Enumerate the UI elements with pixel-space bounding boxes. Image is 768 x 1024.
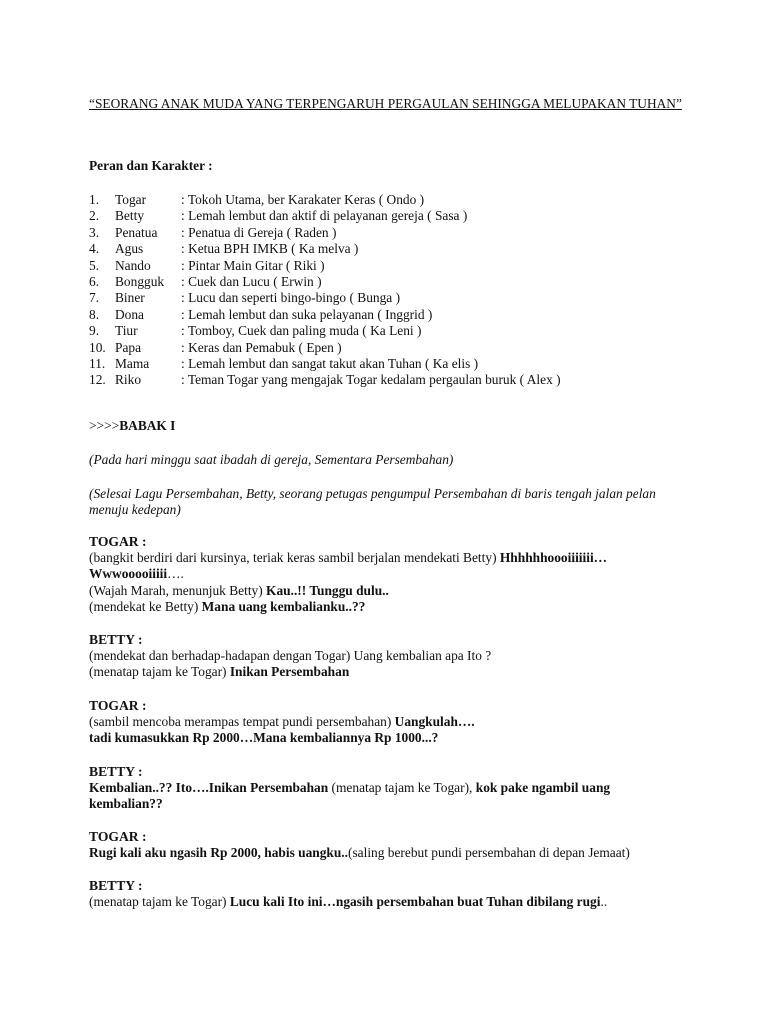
cast-desc: : Cuek dan Lucu ( Erwin )	[181, 273, 322, 289]
cast-item	[89, 192, 561, 208]
cast-item	[89, 241, 561, 257]
direction-text: (menatap tajam ke Togar)	[89, 894, 230, 909]
cast-num: 10.	[89, 339, 106, 355]
dialogue-togar-3	[89, 828, 689, 861]
stage-direction-2	[89, 486, 689, 519]
spoken-text: Rugi kali aku ngasih Rp 2000, habis uangku..	[89, 845, 348, 860]
spoken-text: Wwwooooiiiii	[89, 566, 168, 582]
spoken-text: Hhhhhhoooiiiiiii…	[499, 550, 608, 565]
act-heading	[89, 418, 689, 434]
spoken-text: kok pake ngambil uang	[475, 780, 611, 795]
speaker-name: TOGAR :	[89, 829, 147, 844]
cast-name: Biner	[115, 290, 145, 306]
cast-name: Mama	[115, 355, 150, 371]
cast-item	[89, 290, 561, 306]
cast-name: Penatua	[115, 224, 158, 240]
dialogue-betty-2	[89, 763, 689, 813]
dialogue-line	[89, 583, 689, 599]
cast-num: 5.	[89, 257, 100, 273]
cast-item	[89, 307, 561, 323]
cast-desc: : Tomboy, Cuek dan paling muda ( Ka Leni )	[181, 323, 422, 339]
cast-list	[89, 192, 561, 389]
stage-direction-text: (Selesai Lagu Persembahan, Betty, seorang petugas pengumpul Persembahan di baris tengah jalan pelan menuju kedepan)	[89, 486, 656, 518]
dialogue-line	[89, 796, 689, 812]
dialogue-line	[89, 599, 689, 615]
dialogue-betty-3	[89, 877, 689, 910]
cast-name: Nando	[115, 257, 151, 273]
cast-num: 12.	[89, 372, 106, 388]
cast-name: Riko	[115, 372, 142, 388]
act-prefix: >>>>	[89, 418, 120, 433]
cast-name: Bongguk	[115, 273, 165, 289]
cast-name: Betty	[115, 208, 145, 224]
cast-heading: Peran dan Karakter :	[89, 158, 213, 173]
cast-num: 3.	[89, 224, 100, 240]
spoken-text: Lucu kali Ito ini…ngasih persembahan buat Tuhan dibilang rugi	[229, 894, 601, 909]
speaker-name: TOGAR :	[89, 698, 147, 713]
spoken-text: tadi kumasukkan Rp 2000…Mana kembaliannya Rp 1000...?	[89, 730, 439, 746]
ellipsis-text: ….	[167, 566, 184, 582]
cast-name: Agus	[115, 241, 144, 257]
cast-name: Papa	[115, 339, 142, 355]
cast-num: 9.	[89, 323, 100, 339]
cast-num: 7.	[89, 290, 100, 306]
dialogue-line	[89, 894, 689, 910]
dialogue-betty-1	[89, 631, 689, 681]
stage-direction-1	[89, 452, 689, 468]
cast-desc: : Ketua BPH IMKB ( Ka melva )	[181, 241, 359, 257]
ellipsis-text: ..	[600, 894, 608, 909]
cast-item	[89, 208, 561, 224]
direction-text: (menatap tajam ke Togar),	[328, 780, 476, 795]
cast-name: Dona	[115, 306, 145, 322]
dialogue-line	[89, 550, 689, 566]
cast-num: 8.	[89, 306, 100, 322]
spoken-text: Kau..!! Tunggu dulu..	[266, 582, 389, 598]
spoken-text: Mana uang kembalianku..??	[201, 599, 366, 615]
cast-item	[89, 323, 561, 339]
cast-name: Tiur	[115, 323, 138, 339]
stage-direction-text: (Pada hari minggu saat ibadah di gereja, Sementara Persembahan)	[89, 452, 454, 467]
cast-num: 1.	[89, 192, 100, 207]
cast-num: 6.	[89, 273, 100, 289]
direction-text: (Wajah Marah, menunjuk Betty)	[89, 582, 267, 598]
speaker-name: BETTY :	[89, 878, 143, 893]
cast-desc: : Teman Togar yang mengajak Togar kedalam pergaulan buruk ( Alex )	[181, 372, 561, 388]
cast-desc: : Pintar Main Gitar ( Riki )	[181, 257, 325, 273]
cast-item	[89, 340, 561, 356]
spoken-text: Inikan Persembahan	[229, 664, 350, 680]
cast-desc: : Lemah lembut dan suka pelayanan ( Inggrid )	[181, 306, 433, 322]
dialogue-line	[89, 730, 689, 746]
document-title: “SEORANG ANAK MUDA YANG TERPENGARUH PERGAULAN SEHINGGA MELUPAKAN TUHAN”	[89, 96, 682, 111]
spoken-text: Kembalian..?? Ito….Inikan Persembahan	[89, 780, 329, 795]
dialogue-line	[89, 780, 689, 796]
speaker-name: BETTY :	[89, 764, 143, 779]
cast-item	[89, 258, 561, 274]
act-label: BABAK I	[119, 418, 176, 433]
cast-desc: : Lemah lembut dan sangat takut akan Tuhan ( Ka elis )	[181, 355, 479, 371]
cast-item	[89, 356, 561, 372]
direction-text: (menatap tajam ke Togar)	[89, 664, 230, 680]
direction-text: (sambil mencoba merampas tempat pundi persembahan)	[89, 714, 395, 729]
cast-desc: : Lucu dan seperti bingo-bingo ( Bunga )	[181, 290, 401, 306]
cast-desc: : Lemah lembut dan aktif di pelayanan gereja ( Sasa )	[181, 208, 468, 224]
cast-desc: : Keras dan Pemabuk ( Epen )	[181, 339, 342, 355]
dialogue-line	[89, 714, 689, 730]
cast-item	[89, 274, 561, 290]
spoken-text: Uangkulah….	[394, 714, 475, 729]
direction-text: (saling berebut pundi persembahan di depan Jemaat)	[348, 845, 630, 860]
dialogue-togar-2	[89, 697, 689, 747]
cast-num: 11.	[89, 355, 106, 371]
cast-desc: : Tokoh Utama, ber Karakater Keras ( Ondo )	[181, 192, 425, 207]
cast-item	[89, 225, 561, 241]
speaker-name: BETTY :	[89, 632, 143, 647]
direction-text: (mendekat ke Betty)	[89, 599, 202, 615]
dialogue-line	[89, 845, 689, 861]
speaker-name: TOGAR :	[89, 534, 147, 549]
spoken-text: kembalian??	[89, 796, 163, 812]
dialogue-line: (mendekat dan berhadap-hadapan dengan Togar) Uang kembalian apa Ito ?	[89, 648, 492, 663]
dialogue-line	[89, 566, 689, 582]
dialogue-togar-1	[89, 533, 689, 616]
cast-name: Togar	[115, 192, 147, 207]
direction-text: (bangkit berdiri dari kursinya, teriak keras sambil berjalan mendekati Betty)	[89, 550, 500, 565]
cast-desc: : Penatua di Gereja ( Raden )	[181, 224, 337, 240]
cast-num: 2.	[89, 208, 100, 224]
cast-num: 4.	[89, 241, 100, 257]
cast-item	[89, 372, 561, 388]
dialogue-line	[89, 664, 689, 680]
